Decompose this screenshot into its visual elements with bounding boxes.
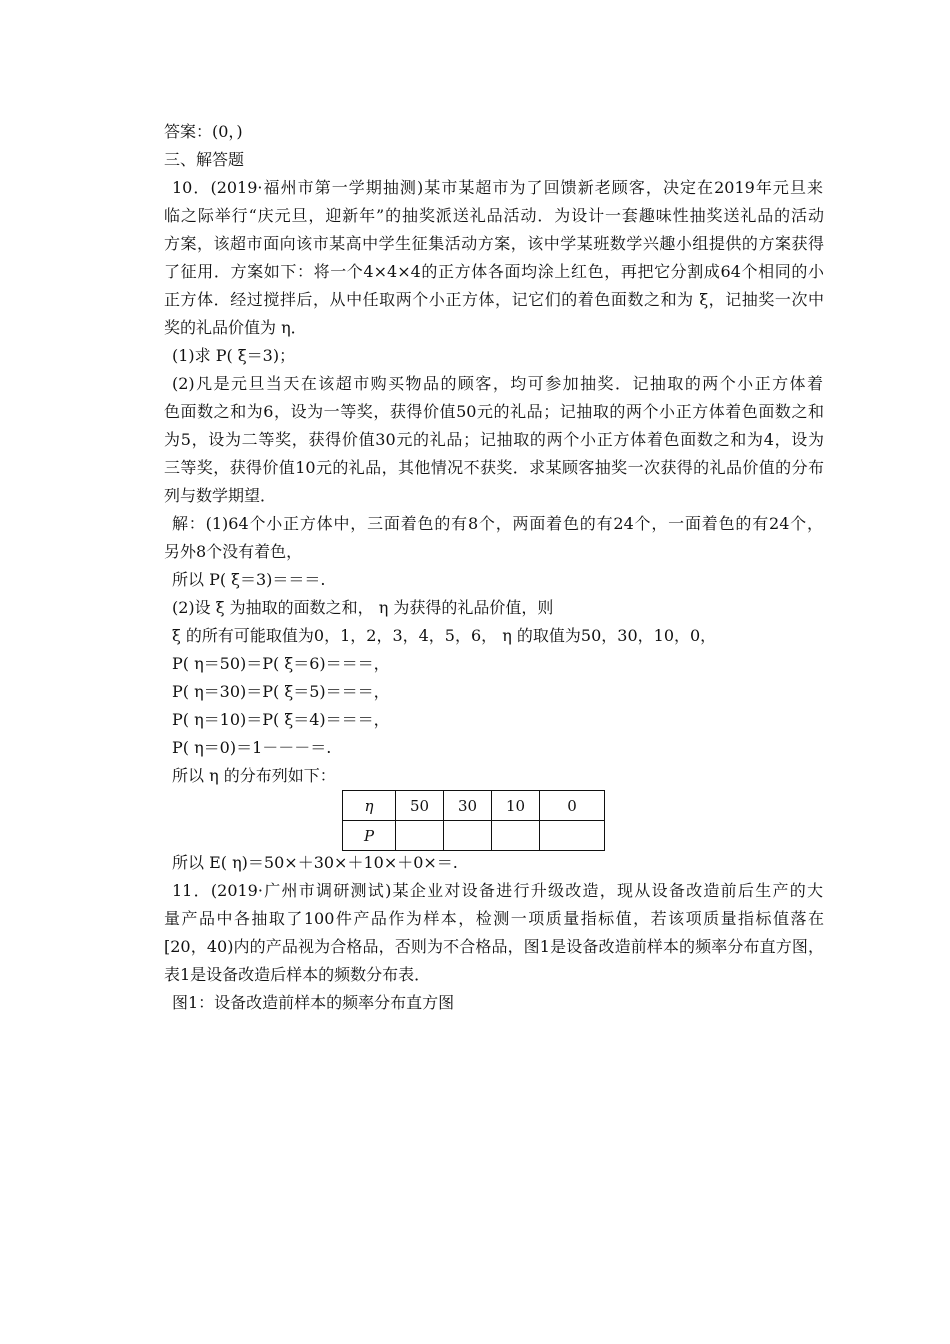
q10-line: 10．(2019·福州市第一学期抽测)某市某超市为了回馈新老顾客，决定在2019年元旦来 [172, 178, 823, 197]
q10-line: 临之际举行“庆元旦，迎新年”的抽奖派送礼品活动．为设计一套趣味性抽奖送礼品的活动 [164, 206, 824, 225]
solution-line: P( η＝30)＝P( ξ＝5)＝＝＝， [172, 682, 390, 701]
expectation-line: 所以 E( η)＝50×＋30×＋10×＋0×＝. [172, 853, 458, 872]
q10-part2-line: 三等奖，获得价值10元的礼品，其他情况不获奖．求某顾客抽奖一次获得的礼品价值的分布 [164, 458, 824, 477]
table-cell: 50 [396, 791, 444, 821]
table-cell [540, 821, 605, 851]
section-heading: 三、解答题 [164, 150, 245, 169]
table-cell: 0 [540, 791, 605, 821]
solution-line: 另外8个没有着色， [164, 542, 303, 561]
table-cell [492, 821, 540, 851]
q11-line: 11．(2019·广州市调研测试)某企业对设备进行升级改造，现从设备改造前后生产的大 [172, 881, 823, 900]
solution-line: P( η＝10)＝P( ξ＝4)＝＝＝， [172, 710, 390, 729]
solution-line: P( η＝50)＝P( ξ＝6)＝＝＝， [172, 654, 390, 673]
q10-part2-line: 列与数学期望． [164, 486, 277, 505]
solution-line: P( η＝0)＝1－－－＝. [172, 738, 332, 757]
table-cell: 10 [492, 791, 540, 821]
q10-part1: (1)求 P( ξ＝3)； [172, 346, 296, 365]
q10-line: 正方体．经过搅拌后，从中任取两个小正方体，记它们的着色面数之和为 ξ，记抽奖一次中 [164, 290, 824, 309]
answer-line: 答案：(0，) [164, 122, 243, 141]
q10-part2-line: 色面数之和为6，设为一等奖，获得价值50元的礼品；记抽取的两个小正方体着色面数之和 [164, 402, 824, 421]
solution-line: ξ 的所有可能取值为0，1，2，3，4，5，6， η 的取值为50，30，10，0， [172, 626, 717, 645]
q10-part2-line: 为5，设为二等奖，获得价值30元的礼品；记抽取的两个小正方体着色面数之和为4，设为 [164, 430, 824, 449]
solution-line: 所以 η 的分布列如下： [172, 766, 336, 785]
q11-line: [20，40)内的产品视为合格品，否则为不合格品，图1是设备改造前样本的频率分布直方图， [164, 937, 824, 956]
q10-line: 方案，该超市面向该市某高中学生征集活动方案，该中学某班数学兴趣小组提供的方案获得 [164, 234, 824, 253]
table-cell: 30 [444, 791, 492, 821]
q10-part2-line: (2)凡是元旦当天在该超市购买物品的顾客，均可参加抽奖．记抽取的两个小正方体着 [172, 374, 823, 393]
table-cell: η [343, 791, 396, 821]
table-header-row [343, 791, 605, 821]
distribution-table [342, 790, 605, 851]
q11-line: 量产品中各抽取了100件产品作为样本，检测一项质量指标值，若该项质量指标值落在 [164, 909, 824, 928]
q10-line: 了征用．方案如下：将一个4×4×4的正方体各面均涂上红色，再把它分割成64个相同的小 [164, 262, 824, 281]
figure-caption: 图1：设备改造前样本的频率分布直方图 [172, 993, 455, 1012]
table-cell [396, 821, 444, 851]
solution-line: (2)设 ξ 为抽取的面数之和， η 为获得的礼品价值，则 [172, 598, 554, 617]
solution-line: 解：(1)64个小正方体中，三面着色的有8个，两面着色的有24个，一面着色的有24个， [172, 514, 823, 533]
table-cell: P [343, 821, 396, 851]
solution-line: 所以 P( ξ＝3)＝＝＝. [172, 570, 326, 589]
table-cell [444, 821, 492, 851]
q10-line: 奖的礼品价值为 η． [164, 318, 307, 337]
table-row [343, 821, 605, 851]
q11-line: 表1是设备改造后样本的频数分布表． [164, 965, 431, 984]
